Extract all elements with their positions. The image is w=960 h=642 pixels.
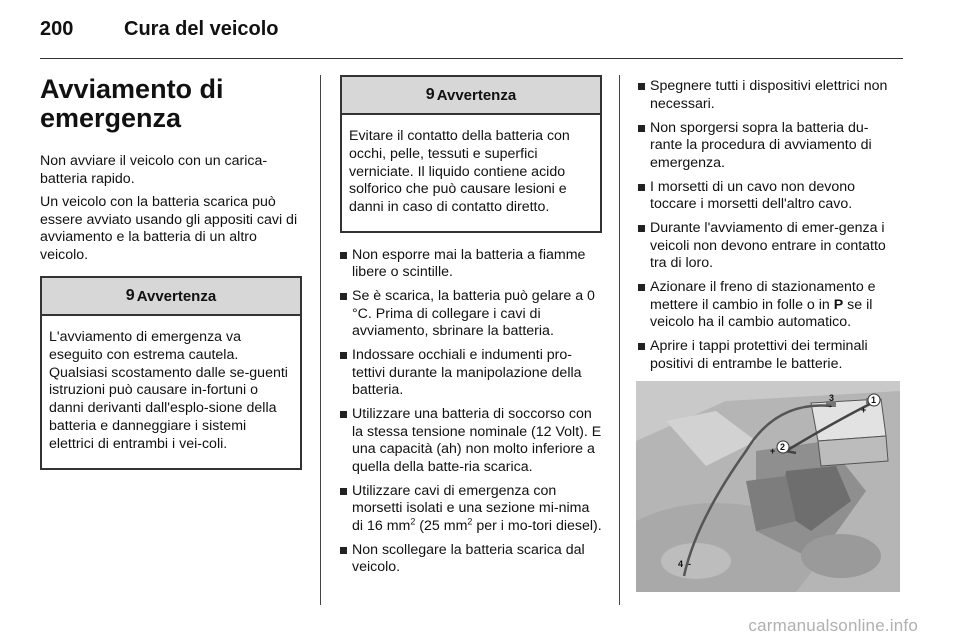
warning-box-2 (340, 75, 602, 233)
safety-list (340, 247, 602, 577)
text: Utilizzare cavi di emergenza con morsetti isolati e una sezione mi-nima di 16 mm (352, 482, 590, 534)
callout-1-sign: + (861, 405, 867, 415)
callout-1-number: 1 (871, 395, 877, 405)
warning-header (42, 278, 300, 316)
column-3 (638, 75, 900, 380)
callout-2-sign: + (770, 446, 776, 456)
jump-start-illustration (636, 381, 900, 592)
warning-title: Avvertenza (436, 86, 517, 104)
page-heading (40, 75, 302, 133)
list-item: I morsetti di un cavo non devono toccare i morsetti dell'altro cavo. (638, 179, 900, 214)
callout-3-number: 3 (829, 393, 835, 403)
list-item: Non esporre mai la batteria a fiamme libere o scintille. (340, 247, 602, 282)
callout-3-sign: - (829, 401, 832, 411)
gear-p-label: P (833, 296, 844, 313)
section-title: Cura del veicolo (124, 18, 279, 40)
list-item: Se è scarica, la batteria può gelare a 0 °C. Prima di collegare i cavi di avviamento, sbrinare la batteria. (340, 288, 602, 341)
warning-header (342, 77, 600, 115)
page-number: 200 (40, 18, 74, 40)
warning-icon: 9 (425, 86, 435, 103)
column-divider-2 (619, 75, 620, 605)
list-item (638, 279, 900, 332)
warning-text: L'avviamento di emergenza va eseguito con estrema cautela. Qualsiasi scostamento dalle se-guenti istruzioni può causare in-fortuni o danni derivanti dall'esplo-sione della batteria e danneggiare i sistemi elettrici di entrambi i vei-coli. (49, 329, 288, 452)
callout-4-sign: - (688, 559, 691, 569)
text: Azionare il freno di stazionamento e mettere il cambio in folle o in (650, 279, 876, 313)
column-divider-1 (320, 75, 321, 605)
callout-2-number: 2 (780, 442, 786, 452)
text: per i mo-tori diesel). (472, 517, 602, 534)
procedure-list (638, 78, 900, 373)
list-item: Aprire i tappi protettivi dei terminali positivi di entrambe le batterie. (638, 338, 900, 373)
text: se il veicolo ha il cambio automatico. (650, 296, 873, 330)
intro-paragraph-1: Non avviare il veicolo con un carica-batteria rapido. (40, 153, 268, 187)
text: (25 mm (415, 517, 468, 534)
list-item: Durante l'avviamento di emer-genza i veicoli non devono entrare in contatto tra di loro. (638, 220, 900, 273)
list-item: Non scollegare la batteria scarica dal veicolo. (340, 542, 602, 577)
intro-paragraph-2: Un veicolo con la batteria scarica può essere avviato usando gli appositi cavi di avviamento e la batteria di un altro veicolo. (40, 194, 298, 263)
heading-line-1: Avviamento di (40, 74, 224, 104)
battery-icon (811, 398, 888, 466)
watermark: carmanualsonline.info (748, 616, 918, 635)
header-divider (40, 58, 903, 59)
list-item: Indossare occhiali e indumenti pro-tettivi durante la manipolazione della batteria. (340, 347, 602, 400)
warning-box-1 (40, 276, 302, 470)
callout-4-number: 4 (678, 559, 684, 569)
column-2 (340, 75, 602, 583)
warning-text: Evitare il contatto della batteria con occhi, pelle, tessuti e superfici verniciate. Il liquido contiene acido solforico che può causare lesioni e danni in caso di contatto diretto. (349, 128, 570, 216)
warning-title: Avvertenza (136, 287, 217, 305)
warning-icon: 9 (125, 287, 135, 304)
superscript: 2 (410, 516, 416, 527)
list-item: Utilizzare una batteria di soccorso con la stessa tensione nominale (12 Volt). E una capacità (ah) non molto inferiore a quella della batte-ria scarica. (340, 406, 602, 476)
list-item: Non sporgersi sopra la batteria du-rante la procedura di avviamento di emergenza. (638, 120, 900, 173)
list-item (340, 483, 602, 536)
superscript: 2 (467, 516, 473, 527)
column-1 (40, 75, 302, 470)
list-item: Spegnere tutti i dispositivi elettrici non necessari. (638, 78, 900, 113)
heading-line-2: emergenza (40, 103, 182, 133)
